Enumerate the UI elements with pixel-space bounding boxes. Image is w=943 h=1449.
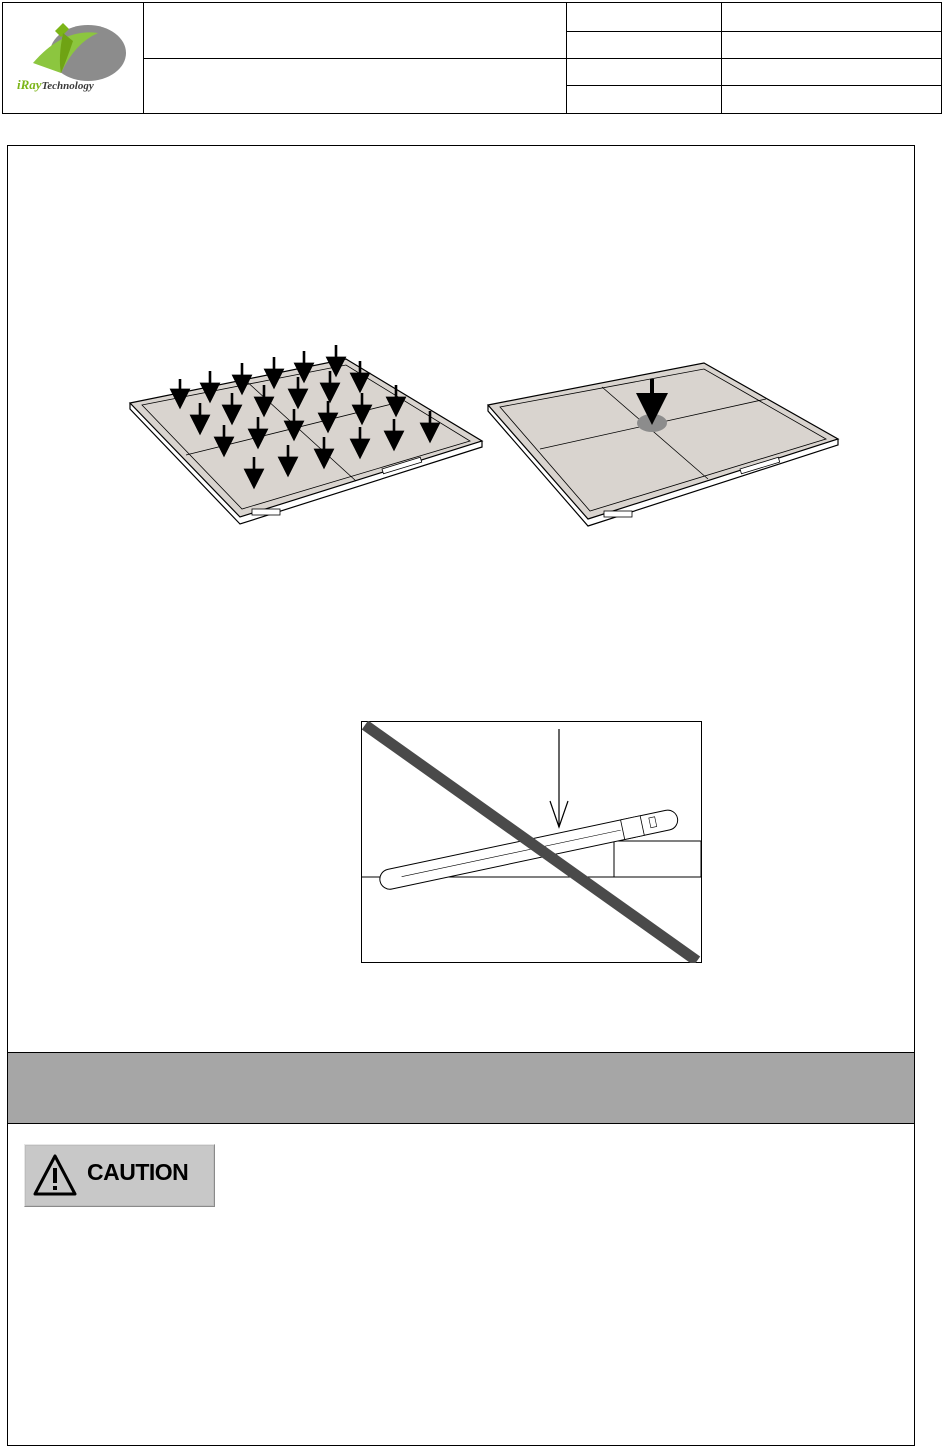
header-divider bbox=[566, 31, 941, 32]
section-heading-band bbox=[8, 1052, 914, 1124]
panel-point-load-illustration bbox=[482, 351, 852, 531]
warning-triangle-icon bbox=[32, 1153, 78, 1197]
content-frame bbox=[7, 145, 915, 1446]
panel-on-uneven-support-prohibited-illustration bbox=[361, 721, 702, 963]
company-logo bbox=[3, 3, 144, 113]
caution-label-text: CAUTION bbox=[87, 1159, 189, 1185]
panel-distributed-load-illustration bbox=[124, 341, 494, 531]
header-divider bbox=[566, 85, 941, 86]
document-header-table bbox=[2, 2, 942, 114]
header-divider bbox=[143, 58, 941, 59]
caution-label bbox=[24, 1144, 215, 1207]
iray-logo-mark bbox=[3, 3, 144, 113]
logo-wordmark: iRayTechnology bbox=[17, 77, 94, 92]
